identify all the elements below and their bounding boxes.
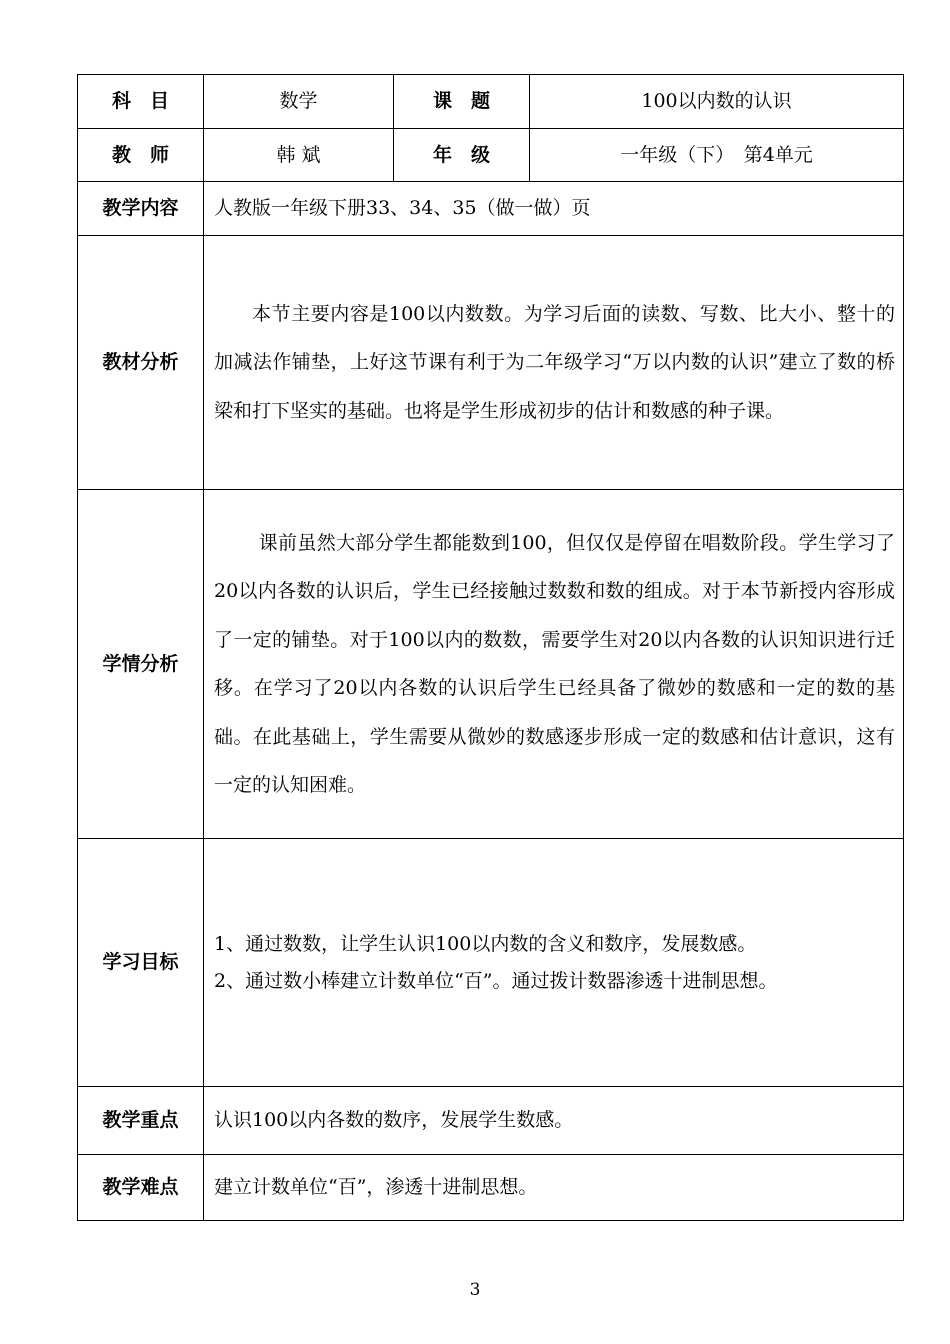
page-number: 3	[469, 1280, 481, 1300]
teacher-label: 教 师	[78, 129, 204, 182]
row-difficult	[78, 1155, 904, 1221]
goals-label: 学习目标	[78, 839, 204, 1087]
key-value: 认识100以内各数的数序，发展学生数感。	[204, 1087, 904, 1155]
grade-label: 年 级	[394, 129, 530, 182]
row-goals	[78, 839, 904, 1087]
subject-label: 科 目	[78, 75, 204, 129]
row-content	[78, 182, 904, 236]
row-learner	[78, 490, 904, 839]
grade-value: 一年级（下） 第4单元	[530, 129, 904, 182]
topic-label: 课 题	[394, 75, 530, 129]
difficult-label: 教学难点	[78, 1155, 204, 1221]
content-label: 教学内容	[78, 182, 204, 236]
teacher-value: 韩 斌	[204, 129, 394, 182]
goal-item: 1、通过数数，让学生认识100以内数的含义和数序，发展数感。	[214, 932, 757, 955]
goals-list	[204, 926, 903, 1000]
learner-text: 课前虽然大部分学生都能数到100，但仅仅是停留在唱数阶段。学生学习了20以内各数的认识后，学生已经接触过数数和数的组成。对于本节新授内容形成了一定的铺垫。对于100以内的数数，需要学生对20以内各数的认识知识进行迁移。在学习了20以内各数的认识后学生已经具备了微妙的数感和一定的数的基础。在此基础上，学生需要从微妙的数感逐步形成一定的数感和估计意识，这有一定的认知困难。	[214, 531, 895, 796]
row-teacher	[78, 129, 904, 182]
row-key	[78, 1087, 904, 1155]
row-material	[78, 236, 904, 490]
row-subject	[78, 75, 904, 129]
goal-item: 2、通过数小棒建立计数单位“百”。通过拨计数器渗透十进制思想。	[214, 969, 778, 992]
learner-cell	[204, 490, 904, 839]
lesson-plan-table	[77, 74, 904, 1221]
key-label: 教学重点	[78, 1087, 204, 1155]
material-cell	[204, 236, 904, 490]
learner-label: 学情分析	[78, 490, 204, 839]
material-text: 本节主要内容是100以内数数。为学习后面的读数、写数、比大小、整十的加减法作铺垫，上好这节课有利于为二年级学习“万以内数的认识”建立了数的桥梁和打下坚实的基础。也将是学生形成初步的估计和数感的种子课。	[214, 302, 895, 422]
material-label: 教材分析	[78, 236, 204, 490]
subject-value: 数学	[204, 75, 394, 129]
topic-value: 100以内数的认识	[530, 75, 904, 129]
content-value: 人教版一年级下册33、34、35（做一做）页	[204, 182, 904, 236]
goals-cell	[204, 839, 904, 1087]
difficult-value: 建立计数单位“百”，渗透十进制思想。	[204, 1155, 904, 1221]
